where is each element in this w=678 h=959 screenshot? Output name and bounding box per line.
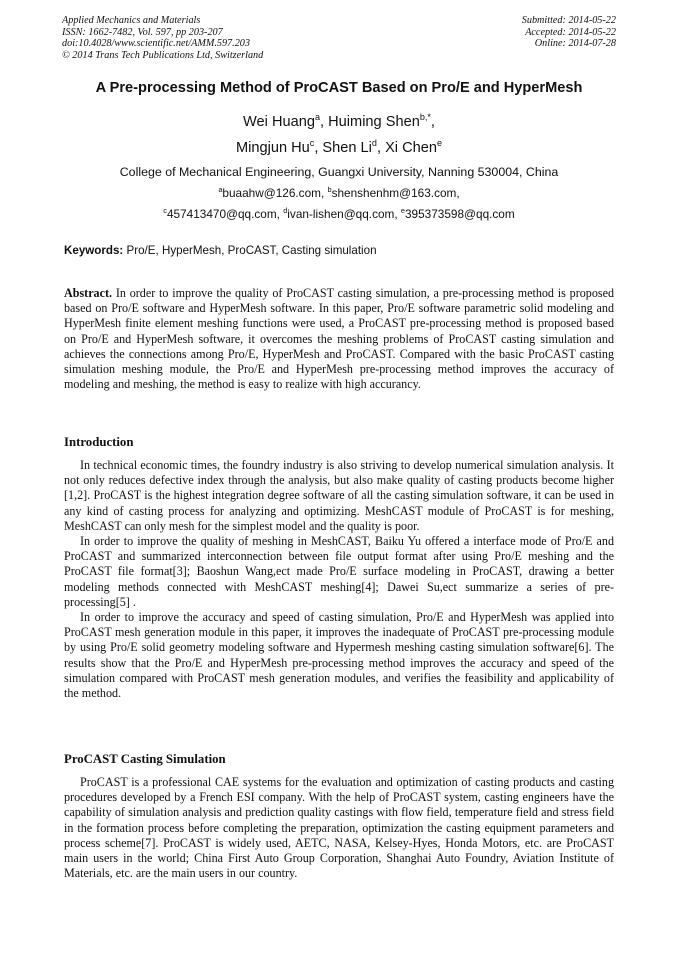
author-name: Shen Li <box>322 140 372 156</box>
online-date: Online: 2014-07-28 <box>534 38 616 50</box>
email-mark: c <box>163 206 167 216</box>
accepted-date: Accepted: 2014-05-22 <box>525 26 616 38</box>
email-mark: e <box>400 206 405 216</box>
email-address: 395373598@qq.com <box>404 207 515 221</box>
abstract <box>64 286 614 392</box>
dates-header <box>376 15 616 50</box>
author-line-2: Mingjun Hu$^c$, Shen Li$^d$, Xi Chen$^e$ <box>235 138 443 156</box>
paragraph: ProCAST is a professional CAE systems for the evaluation and optimization of casting products and casting procedures developed by a French ESI company. With the help of ProCAST system, casting engineers have the capability of simulation analysis and prediction quality castings with flow field, temperature field and stress field in the formation process before completing the preparation, optimization the casting equipment parameters and process scheme[7]. ProCAST is widely used, AETC, NASA, Kelsey-Hyes, Honda Motors, etc. are ProCAST main users in the world; China First Auto Group Corporation, Shanghai Auto Foundry, Aviation Institute of Materials, etc. are the main users in our country. <box>64 775 614 881</box>
author-line-1: Wei Huang$^a$, Huiming Shen$^{b,*}$, <box>243 112 435 130</box>
introduction-body <box>64 458 614 701</box>
keywords <box>64 244 620 257</box>
paragraph: In order to improve the accuracy and speed of casting simulation, Pro/E and HyperMesh was applied into ProCAST mesh generation module in this paper, it improves the inadequate of ProCAST pre-processing module by using Pro/E solid geometry modeling software and Hypermesh meshing casting simulation software[6]. The results show that the Pro/E and HyperMesh pre-processing method improves the accuracy and speed of the simulation compared with ProCAST mesh generation modules, and verifies the feasibility and applicability of the method. <box>64 610 614 701</box>
email-line-1: $^a$buaahw@126.com, $^b$shenshenhm@163.com, <box>218 185 460 200</box>
author-name: Huiming Shen <box>328 114 420 130</box>
author-name: Wei Huang <box>243 114 315 130</box>
doi-line: doi:10.4028/www.scientific.net/AMM.597.203 <box>62 38 250 50</box>
email-mark: a <box>218 185 223 195</box>
email-mark: b <box>327 185 332 195</box>
author-name: Mingjun Hu <box>235 140 310 156</box>
keywords-label: Keywords: <box>64 244 124 257</box>
paper-title: A Pre-processing Method of ProCAST Based on Pro/E and HyperMesh <box>95 80 583 96</box>
paragraph: In technical economic times, the foundry industry is also striving to develop numerical simulation analysis. It not only reduces defective index through the analysis, but also make quality of casting products become higher [1,2]. ProCAST is the highest integration degree software of all the casting simulation software, it can be used in any kind of casting process for analyzing and optimizing. MeshCAST module of ProCAST is for meshing, MeshCAST can only mesh for the simplest model and the quality is poor. <box>64 458 614 533</box>
keywords-list: Pro/E, HyperMesh, ProCAST, Casting simulation <box>126 244 377 257</box>
email-address: ivan-lishen@qq.com <box>287 207 395 221</box>
author-mark: d <box>371 138 377 149</box>
journal-header <box>62 15 382 61</box>
issn-line: ISSN: 1662-7482, Vol. 597, pp 203-207 <box>62 26 223 38</box>
copyright-line: © 2014 Trans Tech Publications Ltd, Switzerland <box>62 49 264 61</box>
email-address: shenshenhm@163.com <box>331 186 457 200</box>
author-mark: a <box>314 112 321 123</box>
journal-name: Applied Mechanics and Materials <box>62 15 201 26</box>
section-heading-procast: ProCAST Casting Simulation <box>64 752 226 766</box>
email-address: 457413470@qq.com <box>166 207 277 221</box>
abstract-text: In order to improve the quality of ProCAST casting simulation, a pre-processing method is proposed based on Pro/E software and HyperMesh software. In this paper, Pro/E software parametric solid modeling and HyperMesh finite element meshing functions were used, a ProCAST pre-processing method is proposed based on Pro/E and HyperMesh software, it overcomes the meshing problems of ProCAST casting simulation and achieves the connections among Pro/E, HyperMesh and ProCAST. Compared with the basic ProCAST casting simulation meshing module, the Pro/E and HyperMesh pre-processing method improves the accuracy of modeling and meshing, the method is easy to realize with high accurancy. <box>64 286 614 392</box>
author-name: Xi Chen <box>385 140 437 156</box>
email-mark: d <box>283 206 288 216</box>
procast-body <box>64 775 614 881</box>
author-mark: e <box>437 138 443 149</box>
abstract-label: Abstract. <box>64 286 113 300</box>
section-heading-introduction: Introduction <box>64 435 134 449</box>
email-line-2: $^c$457413470@qq.com, $^d$ivan-lishen@qq.com, $^e$395373598@qq.com <box>163 206 515 221</box>
author-mark: c <box>309 138 315 149</box>
submitted-date: Submitted: 2014-05-22 <box>521 15 616 26</box>
affiliation: College of Mechanical Engineering, Guangxi University, Nanning 530004, China <box>119 165 559 179</box>
email-address: buaahw@126.com <box>222 186 321 200</box>
author-mark: b,* <box>419 112 431 123</box>
paragraph: In order to improve the quality of meshing in MeshCAST, Baiku Yu offered a interface mode of Pro/E and ProCAST and summarized interconnection between file output format after using Pro/E meshing and the ProCAST file format[3]; Baoshun Wang,ect made Pro/E surface modeling in ProCAST, drawing a better modeling methods connected with MeshCAST meshing[4]; Dawei Su,ect summarize a series of pre-processing[5] . <box>64 534 614 609</box>
